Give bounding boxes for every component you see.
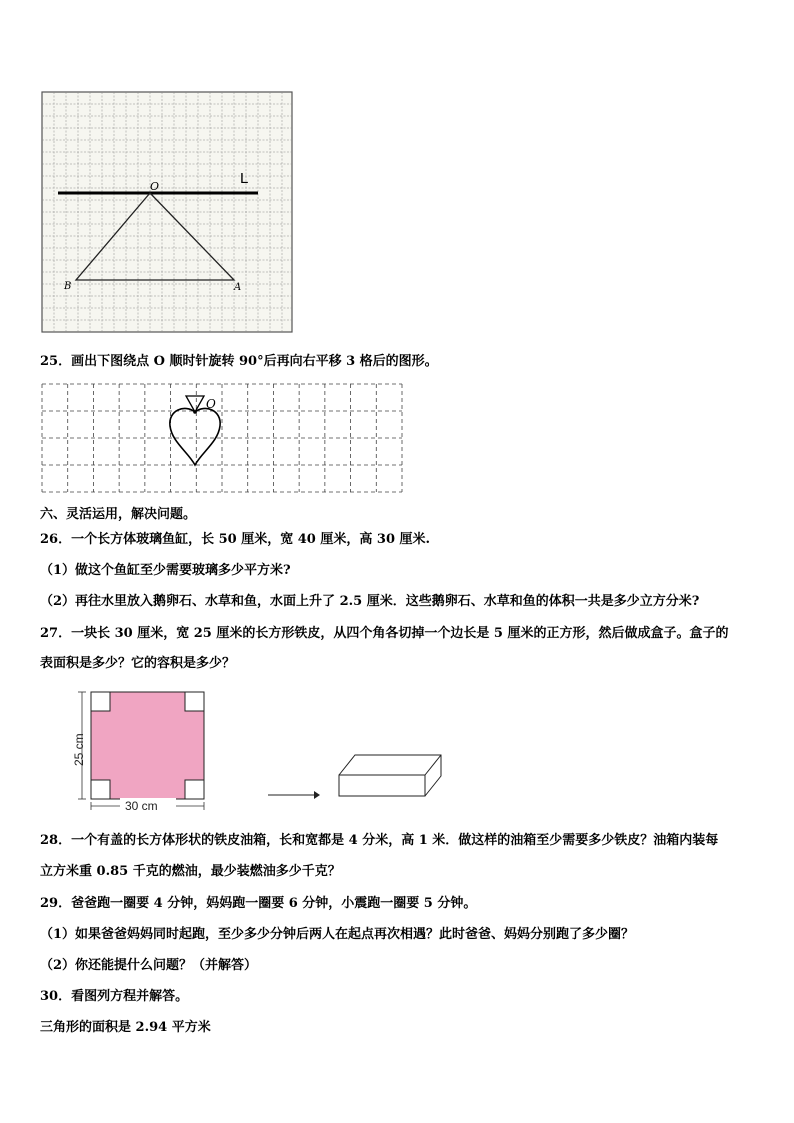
heart-shape [170,408,220,465]
corner-square-bl [91,780,110,799]
question-29-part-2: （2）你还能提什么问题？（并解答） [40,958,258,973]
arrow-head-icon [314,791,320,799]
question-30: 30．看图列方程并解答。 [40,989,189,1004]
width-label: 30 cm [125,799,158,813]
box-drawing [339,755,441,796]
question-29: 29．爸爸跑一圈要 4 分钟，妈妈跑一圈要 6 分钟，小震跑一圈要 5 分钟。 [40,896,477,911]
label-o-heart: O [206,397,216,411]
label-o: O [150,180,160,193]
heart-grid-figure [40,382,405,497]
question-26-part-1: （1）做这个鱼缸至少需要玻璃多少平方米? [40,563,291,578]
box-net-figure [68,688,453,818]
corner-square-tl [91,692,110,711]
question-27-line-1: 27．一块长 30 厘米，宽 25 厘米的长方形铁皮，从四个角各切掉一个边长是 5 厘米的正方形，然后做成盒子。盒子的 [40,626,729,641]
question-26-part-2: （2）再往水里放入鹅卵石、水草和鱼，水面上升了 2.5 厘米．这些鹅卵石、水草和鱼的体积一共是多少立方分米? [40,594,700,609]
label-a: A [234,282,242,293]
question-29-part-1: （1）如果爸爸妈妈同时起跑，至少多少分钟后两人在起点再次相遇？此时爸爸、妈妈分别跑了多少圈？ [40,927,635,942]
small-triangle-marker [186,396,204,412]
question-30-subtext: 三角形的面积是 2.94 平方米 [40,1020,211,1035]
question-28-line-1: 28．一个有盖的长方体形状的铁皮油箱，长和宽都是 4 分米，高 1 米．做这样的油箱至少需要多少铁皮？油箱内装每 [40,833,719,848]
question-27-line-2: 表面积是多少？它的容积是多少？ [40,656,236,671]
question-28-line-2: 立方米重 0.85 千克的燃油，最少装燃油多少千克？ [40,864,341,879]
question-26: 26．一个长方体玻璃鱼缸，长 50 厘米，宽 40 厘米，高 30 厘米. [40,532,431,547]
dashed-grid [42,384,402,492]
point-o [193,410,197,414]
rotation-grid-figure [40,90,295,335]
section-6-heading: 六、灵活运用，解决问题。 [40,507,197,522]
label-b: B [64,281,72,292]
corner-square-tr [185,692,204,711]
question-25: 25．画出下图绕点 O 顺时针旋转 90°后再向右平移 3 格后的图形。 [40,354,438,369]
height-label: 25 cm [72,733,86,766]
label-l: L [240,170,249,187]
grid-border [42,92,292,332]
corner-square-br [185,780,204,799]
